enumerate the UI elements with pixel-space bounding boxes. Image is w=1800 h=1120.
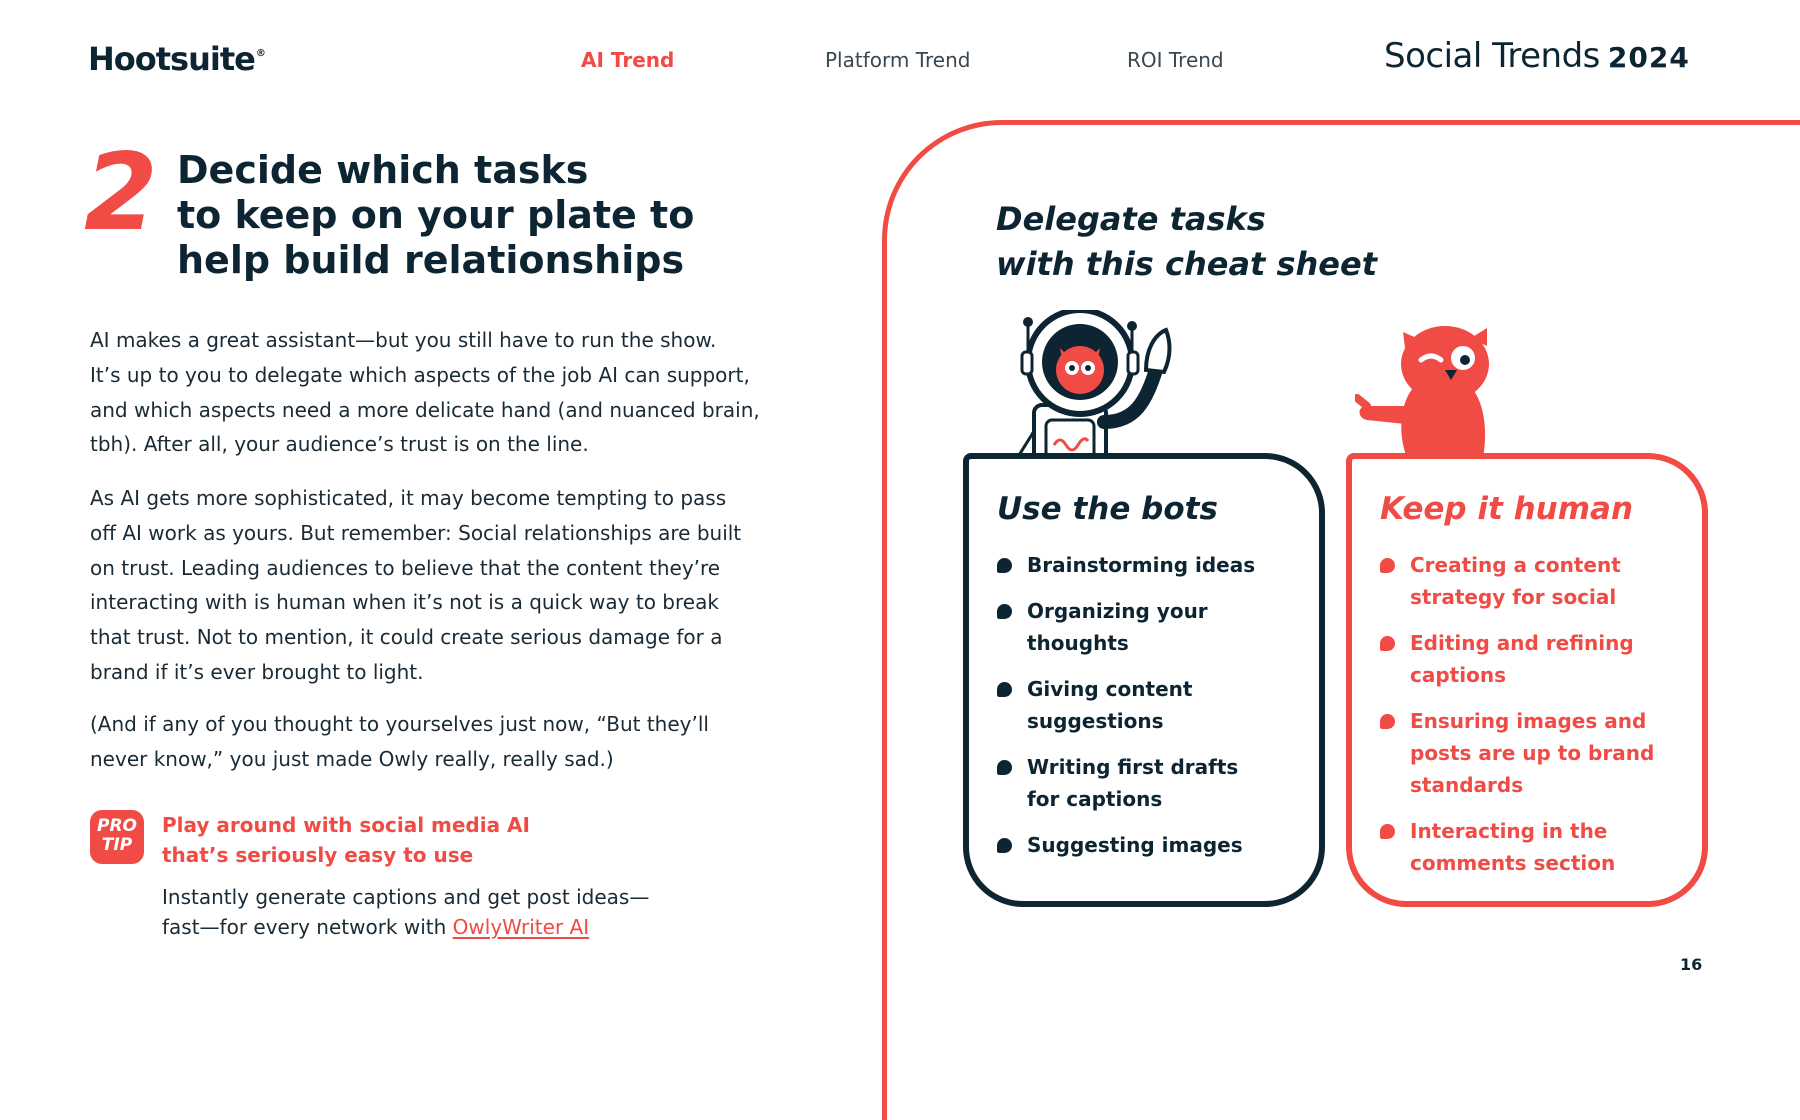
bullet-icon bbox=[997, 604, 1012, 619]
list-item-text: Brainstorming ideas bbox=[1027, 553, 1256, 577]
list-item-text: standards bbox=[1410, 773, 1524, 797]
nav-ai-trend[interactable]: AI Trend bbox=[581, 48, 675, 72]
page-title bbox=[177, 148, 737, 283]
cheat-title-line: Delegate tasks bbox=[996, 200, 1266, 238]
list-item bbox=[997, 595, 1317, 659]
nav-roi-trend[interactable]: ROI Trend bbox=[1127, 48, 1224, 72]
headline-line: help build relationships bbox=[177, 238, 685, 282]
list-item-text: Writing first drafts bbox=[1027, 755, 1239, 779]
paragraph-line: and which aspects need a more delicate hand (and nuanced brain, bbox=[90, 397, 760, 422]
owlywriter-ai-link[interactable]: OwlyWriter AI bbox=[452, 915, 590, 939]
paragraph-3 bbox=[90, 707, 810, 777]
list-item-text: Giving content bbox=[1027, 677, 1193, 701]
bullet-icon bbox=[997, 558, 1012, 573]
pointing-owl-illustration bbox=[1355, 318, 1505, 458]
list-item-text: Editing and refining bbox=[1410, 631, 1634, 655]
bullet-icon bbox=[1380, 714, 1395, 729]
pro-tip-title bbox=[162, 810, 530, 870]
pro-tip-badge bbox=[90, 810, 144, 864]
keep-it-human-card bbox=[1346, 453, 1708, 907]
tip-body-line: Instantly generate captions and get post ideas— bbox=[162, 885, 650, 909]
list-item bbox=[1380, 705, 1700, 801]
list-item-text: Creating a content bbox=[1410, 553, 1621, 577]
brand-year: 2024 bbox=[1607, 41, 1690, 74]
paragraph-line: on trust. Leading audiences to believe that the content they’re bbox=[90, 555, 721, 580]
headline-line: to keep on your plate to bbox=[177, 193, 695, 237]
list-item-text: captions bbox=[1410, 663, 1506, 687]
pro-tip-body bbox=[162, 882, 649, 942]
cheat-sheet-title bbox=[996, 197, 1377, 287]
list-item bbox=[1380, 627, 1700, 691]
section-number: 2 bbox=[84, 131, 158, 254]
list-item bbox=[997, 829, 1317, 861]
paragraph-line: As AI gets more sophisticated, it may become tempting to pass bbox=[90, 486, 727, 510]
paragraph-line: off AI work as yours. But remember: Social relationships are built bbox=[90, 520, 742, 545]
registered-mark: ® bbox=[255, 48, 265, 59]
list-item-text: comments section bbox=[1410, 851, 1616, 875]
headline-line: Decide which tasks bbox=[177, 148, 589, 192]
list-item-text: posts are up to brand bbox=[1410, 741, 1655, 765]
paragraph-line: It’s up to you to delegate which aspects of the job AI can support, bbox=[90, 362, 750, 387]
cheat-title-line: with this cheat sheet bbox=[996, 245, 1377, 283]
list-item-text: Organizing your bbox=[1027, 599, 1208, 623]
bullet-icon bbox=[1380, 636, 1395, 651]
astronaut-owl-illustration bbox=[996, 310, 1196, 460]
brand-title: Social Trends bbox=[1384, 36, 1600, 76]
paragraph-line: that trust. Not to mention, it could create serious damage for a bbox=[90, 625, 723, 650]
social-trends-brand bbox=[1384, 36, 1690, 76]
paragraph-line: tbh). After all, your audience’s trust is on the line. bbox=[90, 432, 589, 457]
list-item bbox=[997, 673, 1317, 737]
tip-title-line: Play around with social media AI bbox=[162, 813, 530, 837]
list-item-text: Interacting in the bbox=[1410, 819, 1608, 843]
list-item-text: Suggesting images bbox=[1027, 833, 1243, 857]
use-the-bots-card bbox=[963, 453, 1325, 907]
list-item-text: strategy for social bbox=[1410, 585, 1617, 609]
paragraph-1 bbox=[90, 323, 810, 462]
paragraph-line: (And if any of you thought to yourselves just now, “But they’ll bbox=[90, 712, 709, 736]
tip-body-prefix: fast—for every network with bbox=[162, 915, 453, 939]
page-number: 16 bbox=[1680, 955, 1703, 974]
logo-text: Hootsuite bbox=[88, 40, 255, 78]
bullet-icon bbox=[997, 838, 1012, 853]
list-item-text: for captions bbox=[1027, 787, 1163, 811]
list-item bbox=[997, 549, 1317, 581]
tip-body-line bbox=[162, 912, 649, 942]
paragraph-line: never know,” you just made Owly really, really sad.) bbox=[90, 746, 614, 771]
list-item bbox=[997, 751, 1317, 815]
list-item-text: suggestions bbox=[1027, 709, 1164, 733]
hootsuite-logo[interactable] bbox=[88, 40, 265, 78]
badge-text: PRO bbox=[96, 816, 137, 836]
bullet-icon bbox=[1380, 558, 1395, 573]
paragraph-line: AI makes a great assistant—but you still have to run the show. bbox=[90, 328, 717, 352]
nav-platform-trend[interactable]: Platform Trend bbox=[825, 48, 971, 72]
paragraph-2 bbox=[90, 481, 810, 690]
card-title: Use the bots bbox=[997, 491, 1218, 527]
paragraph-line: brand if it’s ever brought to light. bbox=[90, 659, 424, 684]
list-item-text: Ensuring images and bbox=[1410, 709, 1647, 733]
badge-text: TIP bbox=[101, 835, 133, 855]
card-title: Keep it human bbox=[1380, 491, 1634, 527]
tip-title-line: that’s seriously easy to use bbox=[162, 843, 474, 867]
list-item bbox=[1380, 549, 1700, 613]
bullet-icon bbox=[1380, 824, 1395, 839]
bullet-icon bbox=[997, 682, 1012, 697]
bullet-icon bbox=[997, 760, 1012, 775]
paragraph-line: interacting with is human when it’s not is a quick way to break bbox=[90, 590, 719, 615]
list-item-text: thoughts bbox=[1027, 631, 1129, 655]
list-item bbox=[1380, 815, 1700, 879]
